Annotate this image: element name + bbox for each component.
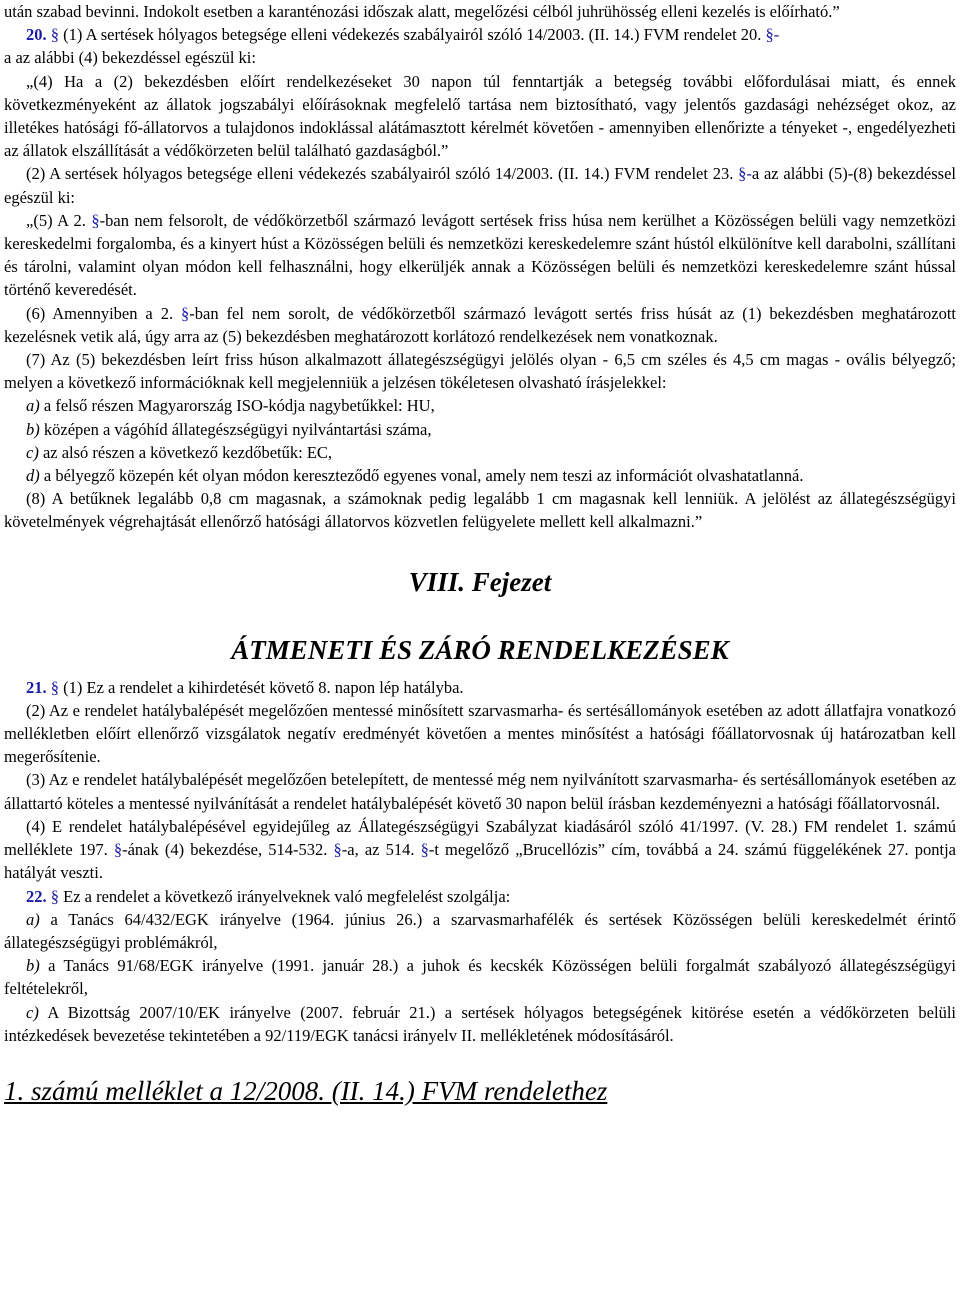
paragraph-20-1-tail: a az alábbi (4) bekezdéssel egészül ki:	[4, 48, 256, 68]
paragraph-21-4-text: -t megelőző „Brucellózis” cím, továbbá a 24. számú függelékének 27. pontja hatályát veszti.	[4, 840, 957, 883]
quote-paragraph-5	[4, 209, 956, 302]
paragraph-21-1	[4, 676, 956, 699]
list-text: középen a vágóhíd állategészségügyi nyilvántartási száma,	[43, 419, 432, 439]
list-text: a bélyegző közepén két olyan módon kereszteződő egyenes vonal, amely nem teszi az információt olvashatatlanná.	[43, 466, 804, 486]
section-number-22: 22.	[26, 886, 47, 906]
list-label: b)	[26, 419, 40, 439]
section-symbol-link[interactable]: §	[333, 840, 342, 860]
list-item-7b	[4, 418, 956, 441]
paragraph-21-2: (2) Az e rendelet hatálybalépését megelőzően mentessé minősített szarvasmarha- és sertésállományok esetében az adott állatfajra vonatkozó mellékletben előírt ellenőrző vizsgálatok negatív eredményét követően a mentes minősítést a hatósági főállatorvosnak új határozatban kell megerősítenie.	[4, 700, 956, 767]
list-item-22b	[4, 954, 956, 1000]
section-symbol-link[interactable]: §	[181, 303, 190, 323]
list-text: a Tanács 91/68/EGK irányelve (1991. január 28.) a juhok és kecskék Közösségen belüli forgalmát szabályozó állategészségügyi feltételekről,	[4, 956, 956, 999]
list-item-22a	[4, 908, 956, 954]
paragraph-22-text: Ez a rendelet a következő irányelveknek való megfelelést szolgálja:	[63, 886, 511, 906]
list-label: c)	[26, 1002, 39, 1022]
paragraph-21-4	[4, 815, 956, 885]
quote-paragraph-8: (8) A betűknek legalább 0,8 cm magasnak, a számoknak pedig legalább 1 cm magasnak kell lenniük. A jelölést az állategészségügyi követelmények végrehajtását ellenőrző hatósági állatorvos közvetlen felügyelete mellett kell alkalmazni.”	[4, 489, 956, 532]
list-label: c)	[26, 442, 39, 462]
chapter-title: ÁTMENETI ÉS ZÁRÓ RENDELKEZÉSEK	[231, 634, 729, 665]
section-symbol-link[interactable]: §	[91, 210, 100, 230]
paragraph-20-1	[4, 23, 956, 69]
list-text: a Tanács 64/432/EGK irányelve (1964. június 26.) a szarvasmarhafélék és sertések Közösségen belüli kereskedelmét érintő állategészségügyi problémákról,	[4, 909, 957, 952]
quote-paragraph-7: (7) Az (5) bekezdésben leírt friss húson alkalmazott állategészségügyi jelölés olyan - 6,5 cm széles és 4,5 cm magas - ovális bélyegző; melyen a következő információknak kell megjelenniük a jelzésen tökéletesen olvasható írásjelekkel:	[4, 350, 956, 393]
section-symbol-link[interactable]: §	[113, 840, 123, 860]
annex-title: 1. számú melléklet a 12/2008. (II. 14.) FVM rendelethez	[4, 1075, 608, 1106]
section-symbol-link[interactable]: §	[50, 25, 59, 45]
section-number-20: 20.	[26, 25, 47, 45]
paragraph-21-1-text: (1) Ez a rendelet a kihirdetését követő 8. napon lép hatályba.	[63, 677, 464, 697]
list-label: a)	[26, 396, 40, 416]
list-item-7d	[4, 464, 956, 487]
quote-5-start: „(5) A 2.	[26, 210, 86, 230]
list-label: d)	[26, 466, 40, 486]
section-symbol-link[interactable]: §-	[765, 25, 780, 45]
paragraph-20-2	[4, 162, 956, 208]
section-symbol-link[interactable]: §	[420, 840, 429, 860]
paragraph-top: után szabad bevinni. Indokolt esetben a karanténozási időszak alatt, megelőzési célból juhrühösség elleni kezelés is előírható.”	[4, 2, 840, 21]
paragraph-21-4-text: (4) E rendelet hatálybalépésével egyidejűleg az Állategészségügyi Szabályzat kiadásáról szóló 41/1997. (V. 28.) FM rendelet 1. számú melléklete 197.	[4, 816, 956, 860]
section-symbol-link[interactable]: §	[50, 677, 59, 697]
list-label: a)	[26, 909, 40, 929]
paragraph-20-2-tail: a az alábbi (5)-(8) bekezdéssel egészül ki:	[4, 164, 957, 207]
list-item-7c	[4, 441, 956, 464]
paragraph-21-4-text: -ának (4) bekezdése, 514-532.	[122, 840, 328, 860]
paragraph-21-4-text: -a, az 514.	[341, 840, 415, 860]
quote-paragraph-4: „(4) Ha a (2) bekezdésben előírt rendelkezéseket 30 napon túl fenntartják a betegség további előfordulásai miatt, és ennek következményeként az állatok jogszabályi előírásoknak megfelelő tartása nem biztosítható, vagy jelentős gazdasági nehézséget okoz, az illetékes hatósági fő-állatorvos a tulajdonos indoklással alátámasztott kérelmét követően - amennyiben ellenőrizte a tényeket -, engedélyezheti az állatok elszállítását a védőkörzeten belül található gazdaságból.”	[4, 71, 956, 161]
quote-paragraph-6	[4, 302, 956, 348]
paragraph-21-3: (3) Az e rendelet hatálybalépését megelőzően betelepített, de mentessé még nem nyilvánított szarvasmarha- és sertésállományok esetében az állattartó köteles a mentessé nyilvánítását a rendelet hatálybalépését követő 30 napon belül írásban kezdeményezni a hatósági főállatorvosnál.	[4, 770, 956, 813]
list-item-22c	[4, 1001, 956, 1047]
list-label: b)	[26, 956, 40, 976]
quote-6-text: -ban fel nem sorolt, de védőkörzetből származó levágott sertés friss húsát az (1) bekezdésben meghatározott kezelésnek vetik alá, úgy arra az (5) bekezdésben meghatározott korlátozó rendelkezések nem vonatkoznak.	[4, 303, 956, 346]
quote-5-text: -ban nem felsorolt, de védőkörzetből származó levágott sertések friss húsa nem kerülhet a Közösségen belüli vagy nemzetközi kereskedelmi forgalomba, és a kinyert húst a Közösségen belüli és nemzetközi kereskedelemre szánt hústól elkülönítve kell darabolni, szállítani és tárolni, valamint olyan módon kell felhasználni, hogy elkerüljék annak a Közösségen belüli és nemzetközi kereskedelemre szánt hússal történő keveredését.	[4, 210, 956, 300]
paragraph-20-1-text: (1) A sertések hólyagos betegsége elleni védekezés szabályairól szóló 14/2003. (II. 14.) FVM rendelet 20.	[63, 25, 762, 45]
paragraph-22	[4, 885, 956, 908]
chapter-heading: VIII. Fejezet	[408, 566, 552, 597]
paragraph-20-2-text: (2) A sertések hólyagos betegsége elleni védekezés szabályairól szóló 14/2003. (II. 14.) FVM rendelet 23.	[26, 164, 734, 184]
section-symbol-link[interactable]: §	[50, 886, 59, 906]
section-number-21: 21.	[26, 677, 47, 697]
list-text: A Bizottság 2007/10/EK irányelve (2007. február 21.) a sertések hólyagos betegségének kitörése esetén a védőkörzeten belüli intézkedések bevezetése tekintetében a 92/119/EGK tanácsi irányelv II. mellékletének módosításáról.	[4, 1002, 956, 1045]
section-symbol-link[interactable]: §-	[738, 164, 752, 184]
list-text: a felső részen Magyarország ISO-kódja nagybetűkkel: HU,	[43, 396, 435, 416]
list-text: az alsó részen a következő kezdőbetűk: EC,	[42, 442, 333, 462]
quote-6-start: (6) Amennyiben a 2.	[26, 303, 174, 323]
list-item-7a	[4, 394, 956, 417]
